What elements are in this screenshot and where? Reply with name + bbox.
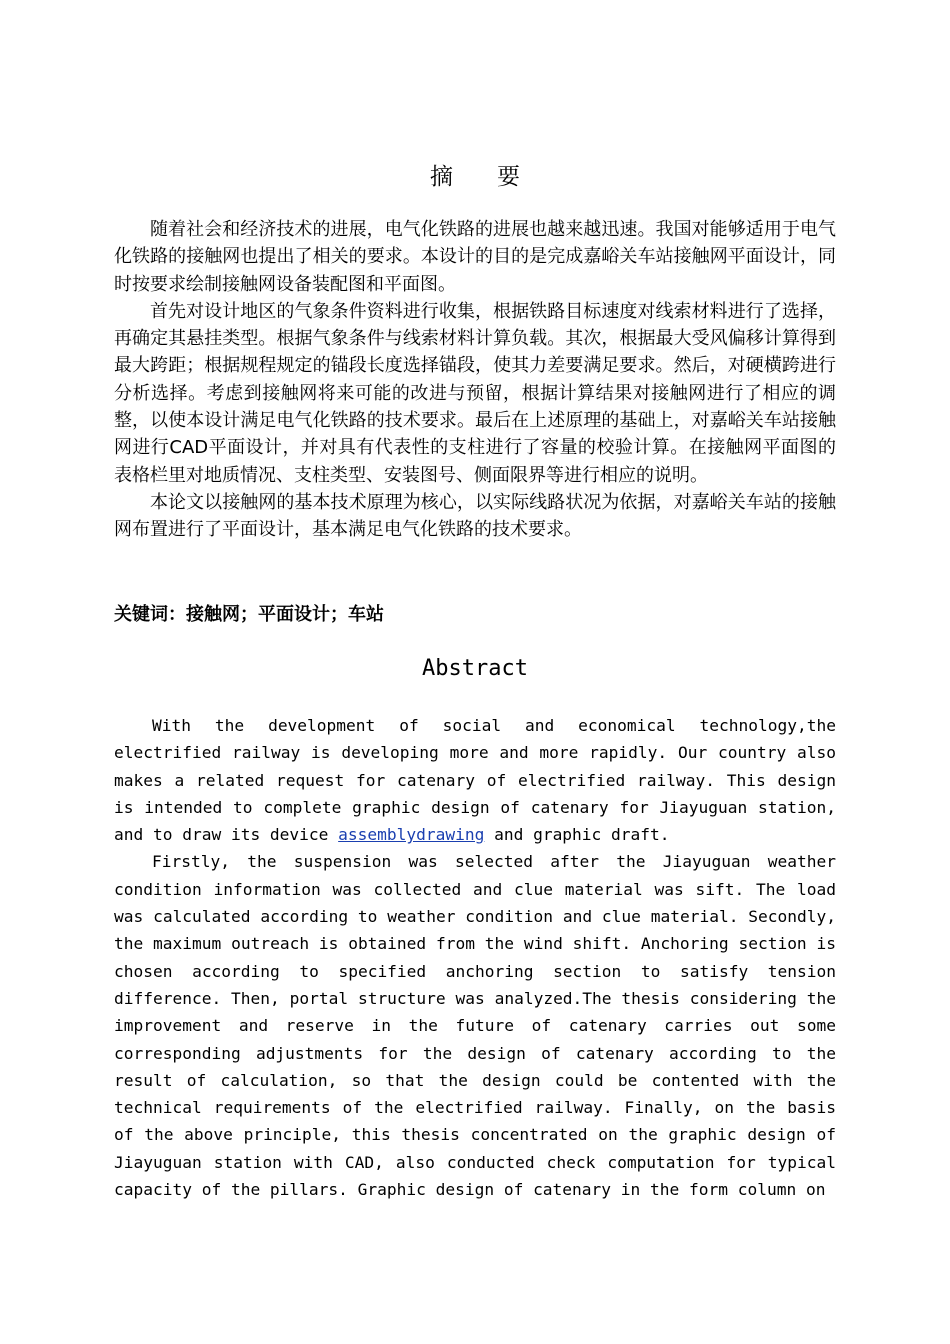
abstract-en-title: Abstract bbox=[422, 656, 528, 681]
abstract-cn-title: 摘要 bbox=[430, 164, 564, 190]
assemblydrawing-link[interactable]: assemblydrawing bbox=[338, 825, 485, 845]
abstract-cn-paragraph-1: 随着社会和经济技术的进展，电气化铁路的进展也越来越迅速。我国对能够适用于电气化铁路的接触网也提出了相关的要求。本设计的目的是完成嘉峪关车站接触网平面设计，同时按要求绘制接触网设备装配图和平面图。 bbox=[114, 219, 836, 295]
abstract-en-body bbox=[114, 712, 836, 1203]
abstract-en-p1-text-a: With the development of social and economical technology,the electrified railway is developing more and more rapidly. Our country also makes a related request for catenary of electrified railway. This design is intended to complete graphic design of catenary for Jiayuguan station, and to draw its device bbox=[114, 716, 836, 845]
abstract-en-paragraph-2: Firstly, the suspension was selected after the Jiayuguan weather condition information was collected and clue material was sift. The load was calculated according to weather condition and clue material. Secondly, the maximum outreach is obtained from the wind shift. Anchoring section is chosen according to specified anchoring section to satisfy tension difference. Then, portal structure was analyzed.The thesis considering the improvement and reserve in the future of catenary carries out some corresponding adjustments for the design of catenary according to the result of calculation, so that the design could be contented with the technical requirements of the electrified railway. Finally, on the basis of the above principle, this thesis concentrated on the graphic design of Jiayuguan station with CAD, also conducted check computation for typical capacity of the pillars. Graphic design of catenary in the form column on bbox=[114, 852, 836, 1200]
abstract-en-p1-text-b: and graphic draft. bbox=[484, 825, 670, 845]
abstract-cn-paragraph-2: 首先对设计地区的气象条件资料进行收集，根据铁路目标速度对线索材料进行了选择，再确定其悬挂类型。根据气象条件与线索材料计算负载。其次，根据最大受风偏移计算得到最大跨距；根据规程规定的锚段长度选择锚段，使其力差要满足要求。然后，对硬横跨进行分析选择。考虑到接触网将来可能的改进与预留，根据计算结果对接触网进行了相应的调整，以使本设计满足电气化铁路的技术要求。最后在上述原理的基础上，对嘉峪关车站接触网进行CAD平面设计，并对具有代表性的支柱进行了容量的校验计算。在接触网平面图的表格栏里对地质情况、支柱类型、安装图号、侧面限界等进行相应的说明。 bbox=[114, 300, 836, 486]
abstract-cn-paragraph-3: 本论文以接触网的基本技术原理为核心，以实际线路状况为依据，对嘉峪关车站的接触网布置进行了平面设计，基本满足电气化铁路的技术要求。 bbox=[114, 491, 836, 541]
keywords-line: 关键词：接触网；平面设计；车站 bbox=[114, 604, 384, 625]
abstract-cn-body bbox=[114, 216, 836, 544]
abstract-en-paragraph-1 bbox=[114, 712, 836, 848]
